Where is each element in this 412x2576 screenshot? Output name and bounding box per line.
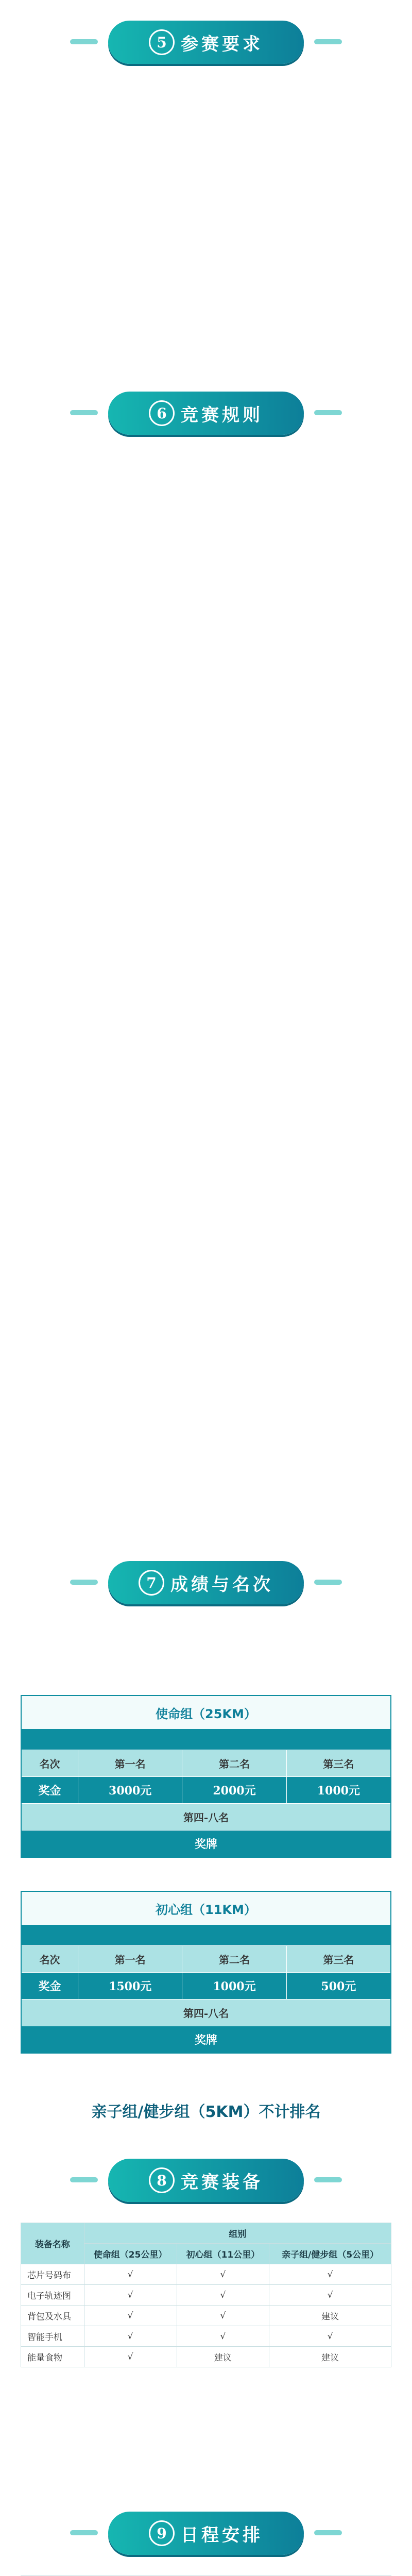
- paragraph: [25, 224, 387, 239]
- paragraph: [25, 842, 387, 857]
- paragraph: [25, 625, 387, 641]
- paragraph: [25, 656, 387, 672]
- prize-value: 1000元: [317, 1784, 360, 1798]
- paragraph: [25, 811, 387, 826]
- table-header-row: [22, 1945, 390, 1972]
- item-mark: √: [177, 2306, 269, 2326]
- paragraph: [25, 873, 387, 888]
- paragraph: [25, 131, 387, 146]
- table-header-row: [22, 1999, 390, 2026]
- item-mark: √: [177, 2264, 269, 2285]
- paragraph: [25, 965, 387, 981]
- section-number: 5: [149, 29, 175, 55]
- paragraph: [25, 888, 387, 904]
- section-title: 竞赛规则: [181, 404, 263, 426]
- header-cell: 第一名: [78, 1946, 182, 1972]
- item-mark: √: [84, 2285, 177, 2306]
- paragraph: [25, 1197, 387, 1213]
- paragraph: [25, 826, 387, 842]
- table-row: [22, 1830, 390, 1857]
- paragraph: [25, 1383, 387, 1398]
- paragraph: [25, 316, 387, 332]
- section-title: 参赛要求: [181, 33, 263, 55]
- paragraph: [25, 1120, 387, 1136]
- section-number: 9: [149, 2520, 175, 2546]
- header-cell: 第四-八名: [183, 1811, 229, 1824]
- header-cell: 第四-八名: [183, 2007, 229, 2020]
- item-mark: √: [269, 2326, 391, 2347]
- paragraph: [25, 950, 387, 965]
- paragraph: [25, 1491, 387, 1506]
- header-cell: 使命组（25公里）: [84, 2244, 177, 2264]
- paragraph: [25, 1027, 387, 1043]
- paragraph: [25, 1089, 387, 1105]
- table-row: [21, 2264, 391, 2285]
- paragraph: [25, 1429, 387, 1445]
- no-ranking-note: 亲子组/健步组（5KM）不计排名: [91, 2103, 321, 2121]
- paragraph: [25, 1259, 387, 1275]
- section-banner: [108, 2512, 304, 2555]
- paragraph: [25, 533, 387, 548]
- paragraph: [25, 1182, 387, 1197]
- results-text: [25, 1625, 387, 1687]
- paragraph: [25, 1105, 387, 1120]
- item-name: 电子轨迹图: [21, 2285, 84, 2306]
- paragraph: [25, 734, 387, 749]
- paragraph: [25, 162, 387, 177]
- paragraph: [25, 981, 387, 996]
- section-title: 成绩与名次: [170, 1574, 273, 1595]
- item-mark: √: [84, 2326, 177, 2347]
- paragraph: [25, 1625, 387, 1640]
- item-mark: √: [84, 2264, 177, 2285]
- paragraph: [25, 795, 387, 811]
- table-row: [21, 2285, 391, 2306]
- paragraph: [25, 255, 387, 270]
- paragraph: [25, 84, 387, 100]
- paragraph: [25, 579, 387, 595]
- item-name: 能量食物: [21, 2347, 84, 2367]
- paragraph: [25, 1228, 387, 1244]
- note-line: [25, 2391, 387, 2406]
- item-mark: √: [84, 2347, 177, 2367]
- paragraph: [25, 1213, 387, 1228]
- paragraph: [25, 1352, 387, 1367]
- header-cell: 第三名: [323, 1758, 354, 1770]
- row-label: 奖金: [22, 1973, 78, 1999]
- paragraph: [25, 1336, 387, 1352]
- paragraph: [25, 1321, 387, 1336]
- paragraph: [25, 610, 387, 625]
- paragraph: [25, 486, 387, 502]
- prize-value: 2000元: [182, 1777, 286, 1803]
- table-row: [22, 1972, 390, 1999]
- paragraph: [25, 1656, 387, 1671]
- paragraph: [25, 502, 387, 517]
- paragraph: [25, 471, 387, 486]
- paragraph: [25, 177, 387, 193]
- table-row: [21, 2306, 391, 2326]
- item-name: 背包及水具: [21, 2306, 84, 2326]
- paragraph: [25, 919, 387, 935]
- section-banner: [108, 2159, 304, 2202]
- prize-value: 500元: [321, 1980, 356, 1993]
- prize-value: 3000元: [78, 1777, 182, 1803]
- paragraph: [25, 1244, 387, 1259]
- table-row: [22, 2026, 390, 2053]
- paragraph: [25, 239, 387, 255]
- paragraph: [25, 718, 387, 734]
- prize-value: 奖牌: [194, 1838, 217, 1851]
- paragraph: [25, 193, 387, 208]
- item-mark: 建议: [269, 2306, 391, 2326]
- paragraph: [25, 1151, 387, 1166]
- header-cell: 组别: [84, 2223, 391, 2244]
- paragraph: [25, 455, 387, 471]
- item-name: 智能手机: [21, 2326, 84, 2347]
- paragraph: [25, 1476, 387, 1491]
- paragraph: [25, 703, 387, 718]
- section-number: 8: [149, 2167, 175, 2193]
- table-row: [21, 2347, 391, 2367]
- paragraph: [25, 687, 387, 703]
- paragraph: [25, 115, 387, 131]
- paragraph: [25, 1640, 387, 1656]
- table-title: 初心组（11KM）: [22, 1892, 390, 1925]
- header-cell: 第一名: [78, 1750, 182, 1776]
- prize-value: 1000元: [182, 1973, 286, 1999]
- prize-value: 1500元: [78, 1973, 182, 1999]
- table-row: [21, 2326, 391, 2347]
- section-title: 竞赛装备: [181, 2172, 263, 2193]
- header-cell: 第二名: [182, 1946, 286, 1972]
- paragraph: [25, 517, 387, 533]
- section-banner: [108, 392, 304, 435]
- section-banner: [108, 21, 304, 64]
- paragraph: [25, 1136, 387, 1151]
- paragraph: [25, 595, 387, 610]
- paragraph: [25, 1012, 387, 1027]
- table-title: 使命组（25KM）: [22, 1696, 390, 1729]
- equipment-notes: [25, 2375, 387, 2437]
- paragraph: [25, 904, 387, 919]
- table-subtitle: [22, 1729, 390, 1750]
- prize-table-origin: [21, 1891, 391, 2054]
- header-cell: 名次: [22, 1750, 78, 1776]
- header-cell: 第二名: [182, 1750, 286, 1776]
- note-line: [25, 2421, 387, 2437]
- table-header-row: [22, 1750, 390, 1776]
- item-mark: 建议: [269, 2347, 391, 2367]
- rules-text: [25, 455, 387, 1506]
- paragraph: [25, 146, 387, 162]
- table-subtitle: [22, 1925, 390, 1945]
- paragraph: [25, 765, 387, 780]
- paragraph: [25, 301, 387, 316]
- paragraph: [25, 1290, 387, 1306]
- section-banner: [108, 1561, 304, 1604]
- item-name: 芯片号码布: [21, 2264, 84, 2285]
- header-cell: 名次: [22, 1946, 78, 1972]
- paragraph: [25, 1275, 387, 1290]
- equipment-table: [21, 2223, 391, 2367]
- header-cell: 装备名称: [21, 2223, 84, 2264]
- prize-value: 奖牌: [194, 2033, 217, 2047]
- item-mark: √: [177, 2285, 269, 2306]
- note-line: [25, 2406, 387, 2421]
- paragraph: [25, 270, 387, 285]
- paragraph: [25, 1043, 387, 1058]
- table-row: [22, 1776, 390, 1803]
- paragraph: [25, 285, 387, 301]
- table-header-row: [21, 2223, 391, 2244]
- section-number: 6: [149, 400, 175, 426]
- item-mark: √: [84, 2306, 177, 2326]
- paragraph: [25, 672, 387, 687]
- paragraph: [25, 1166, 387, 1182]
- paragraph: [25, 749, 387, 765]
- paragraph: [25, 1367, 387, 1383]
- paragraph: [25, 564, 387, 579]
- prize-table-mission: [21, 1695, 391, 1858]
- paragraph: [25, 1414, 387, 1429]
- paragraph: [25, 1460, 387, 1476]
- paragraph: [25, 1671, 387, 1687]
- paragraph: [25, 100, 387, 115]
- table-header-row: [22, 1803, 390, 1830]
- item-mark: 建议: [177, 2347, 269, 2367]
- paragraph: [25, 1306, 387, 1321]
- paragraph: [25, 996, 387, 1012]
- note-line: [25, 2375, 387, 2391]
- paragraph: [25, 780, 387, 795]
- paragraph: [25, 1074, 387, 1089]
- paragraph: [25, 1058, 387, 1074]
- section-title: 日程安排: [181, 2524, 263, 2546]
- paragraph: [25, 1445, 387, 1460]
- item-mark: √: [177, 2326, 269, 2347]
- header-cell: 第三名: [323, 1954, 354, 1966]
- requirements-text: [25, 84, 387, 332]
- row-label: 奖金: [22, 1777, 78, 1803]
- paragraph: [25, 641, 387, 656]
- header-cell: 亲子组/健步组（5公里）: [269, 2244, 391, 2264]
- paragraph: [25, 548, 387, 564]
- paragraph: [25, 208, 387, 224]
- paragraph: [25, 935, 387, 950]
- paragraph: [25, 857, 387, 873]
- item-mark: √: [269, 2285, 391, 2306]
- item-mark: √: [269, 2264, 391, 2285]
- header-cell: 初心组（11公里）: [177, 2244, 269, 2264]
- section-number: 7: [139, 1570, 164, 1596]
- paragraph: [25, 1398, 387, 1414]
